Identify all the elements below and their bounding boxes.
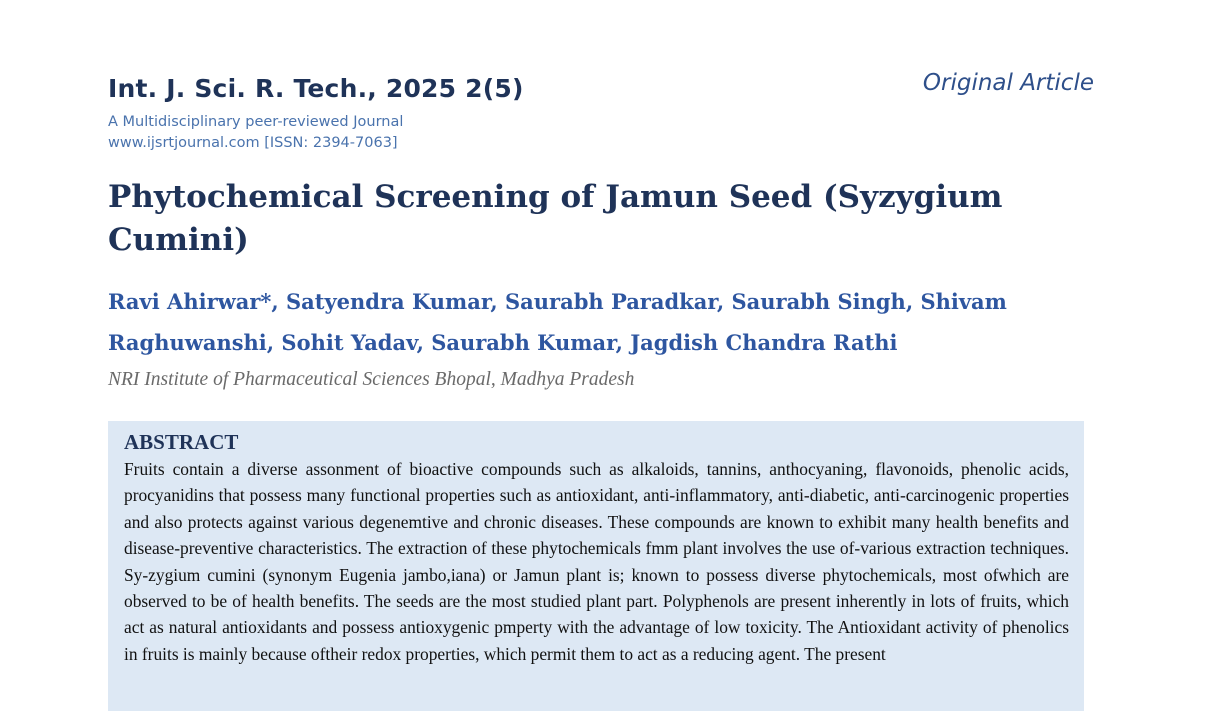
- abstract-heading: ABSTRACT: [124, 430, 239, 454]
- abstract-body: Fruits contain a diverse assonment of bioactive compounds such as alkaloids, tannins, anthocyaning, flavonoids, phenolic acids, procyanidins that possess many functional properties such as antioxidant, anti-inflammatory, anti-diabetic, anti-carcinogenic properties and also protects against various degenemtive and chronic diseases. These compounds are known to exhibit many health benefits and disease-preventive characteristics. The extraction of these phytochemicals fmm plant involves the use of-various extraction techniques. Sy-zygium cumini (synonym Eugenia jambo,iana) or Jamun plant is; known to possess diverse phytochemicals, most ofwhich are observed to be of health benefits. The seeds are the most studied plant part. Polyphenols are present inherently in lots of fruits, which act as natural antioxidants and possess antioxygenic pmperty with the advantage of low toxicity. The Antioxidant activity of phenolics in fruits is mainly because oftheir redox properties, which permit them to act as a reducing agent. The present: [124, 459, 1069, 664]
- author-affiliation: NRI Institute of Pharmaceutical Sciences Bhopal, Madhya Pradesh: [108, 369, 635, 390]
- journal-citation: Int. J. Sci. R. Tech., 2025 2(5): [108, 74, 524, 103]
- abstract-section: [108, 421, 1084, 711]
- paper-title: Phytochemical Screening of Jamun Seed (Syzygium Cumini): [108, 179, 1003, 258]
- article-type-label: Original Article: [922, 70, 1094, 96]
- author-list: Ravi Ahirwar*, Satyendra Kumar, Saurabh Paradkar, Saurabh Singh, Shivam Raghuwanshi, Sohit Yadav, Saurabh Kumar, Jagdish Chandra Rathi: [108, 289, 1007, 355]
- journal-subtitle: A Multidisciplinary peer-reviewed Journal: [108, 114, 404, 130]
- journal-website-link[interactable]: www.ijsrtjournal.com [ISSN: 2394-7063]: [108, 135, 398, 151]
